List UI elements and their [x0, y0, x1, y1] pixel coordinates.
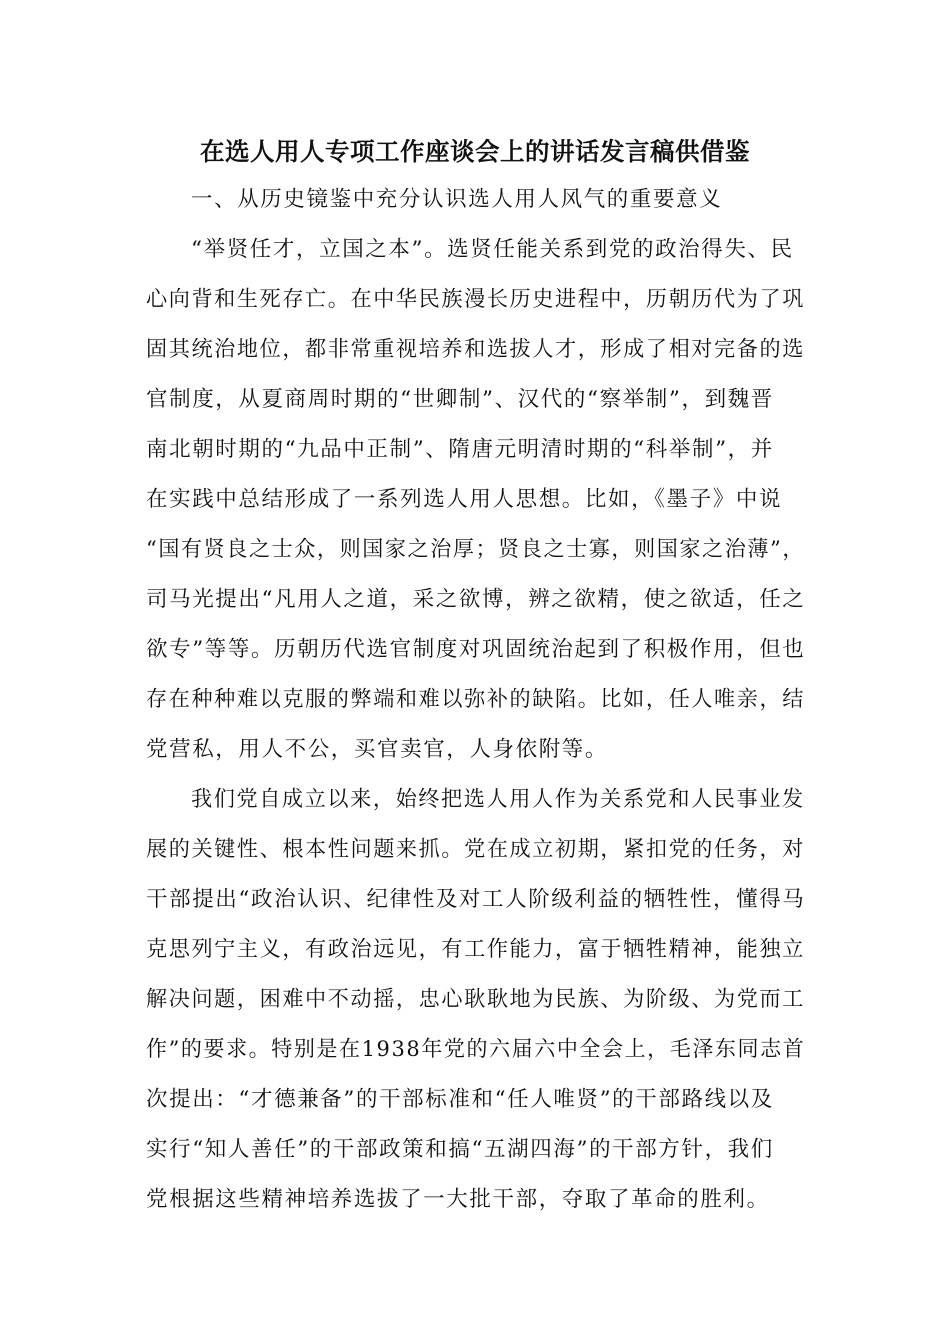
- paragraph-line: 实行“知人善任”的干部政策和搞“五湖四海”的干部方针，我们: [146, 1137, 774, 1162]
- paragraph-line: 作”的要求。特别是在1938年党的六届六中全会上，毛泽东同志首: [146, 1037, 806, 1062]
- paragraph-line: 司马光提出“凡用人之道，采之欲博，辨之欲精，使之欲适，任之: [146, 587, 806, 612]
- paragraph-line: 次提出：“才德兼备”的干部标准和“任人唯贤”的干部路线以及: [146, 1087, 774, 1112]
- paragraph-line: “举贤任才，立国之本”。选贤任能关系到党的政治得失、民: [191, 237, 794, 262]
- paragraph-line: 干部提出“政治认识、纪律性及对工人阶级利益的牺牲性，懂得马: [146, 887, 806, 912]
- paragraph-line: 固其统治地位，都非常重视培养和选拔人才，形成了相对完备的选: [146, 337, 805, 362]
- paragraph-line: 在实践中总结形成了一系列选人用人思想。比如，《墨子》中说: [146, 487, 783, 512]
- paragraph-line: 党根据这些精神培养选拔了一大批干部，夺取了革命的胜利。: [146, 1187, 770, 1212]
- paragraph-line: 我们党自成立以来，始终把选人用人作为关系党和人民事业发: [191, 787, 805, 812]
- paragraph-line: 心向背和生死存亡。在中华民族漫长历史进程中，历朝历代为了巩: [146, 287, 805, 312]
- paragraph-line: 南北朝时期的“九品中正制”、隋唐元明清时期的“科举制”，并: [146, 437, 774, 462]
- paragraph-line: 克思列宁主义，有政治远见，有工作能力，富于牺牲精神，能独立: [146, 937, 805, 962]
- paragraph-line: 解决问题，困难中不动摇，忠心耿耿地为民族、为阶级、为党而工: [146, 987, 805, 1012]
- paragraph-line: 党营私，用人不公，买官卖官，人身依附等。: [146, 737, 609, 762]
- paragraph-line: 欲专”等等。历朝历代选官制度对巩固统治起到了积极作用，但也: [146, 637, 806, 662]
- paragraph-line: 展的关键性、根本性问题来抓。党在成立初期，紧扣党的任务，对: [146, 837, 805, 862]
- paragraph-line: 官制度，从夏商周时期的“世卿制”、汉代的“察举制”，到魏晋: [146, 387, 774, 412]
- paragraph-line: “国有贤良之士众，则国家之治厚；贤良之士寡，则国家之治薄”，: [146, 537, 806, 562]
- section-heading: 一、从历史镜鉴中充分认识选人用人风气的重要意义: [191, 187, 723, 212]
- paragraph-line: 存在种种难以克服的弊端和难以弥补的缺陷。比如，任人唯亲，结: [146, 687, 805, 712]
- document-title: 在选人用人专项工作座谈会上的讲话发言稿供借鉴: [200, 137, 750, 166]
